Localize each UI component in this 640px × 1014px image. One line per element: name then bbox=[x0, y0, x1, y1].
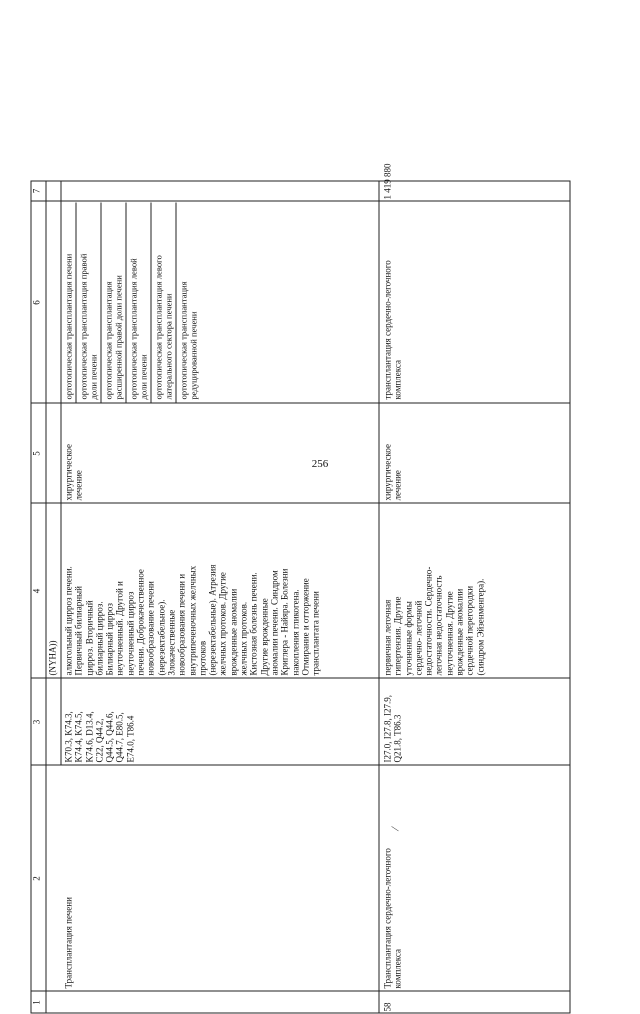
method-item: ортотопическая трансплантация левого латерального сектора печени bbox=[152, 203, 177, 403]
icd-codes: I27.0, I27.8, I27.9, Q21.8, T86.3 bbox=[382, 695, 403, 763]
column-number-3: 3 bbox=[31, 719, 42, 725]
treatment-type: хирургическое лечение bbox=[63, 444, 84, 501]
column-number-6: 6 bbox=[31, 300, 42, 305]
disease-description: алкогольный цирроз печени. Первичный билиарный цирроз. Вторичный билиарный цирроз. Билиарный цирроз неуточненный. Другой и неуточненный цирроз печени. Доброкачественное новообразование печени (нерезектабельное). Злокачественные новообразования печени и внутрипеченочных желчных протоков (нерезектабельные). Атрезия желчных протоков. Другие врожденные аномалии желчных протоков. Кистозная болезнь печени. Другие врожденные аномалии печени. Синдром Криглера - Найяра. Болезни накопления гликогена. Отмирание и отторжение трансплантата печени bbox=[63, 564, 321, 676]
method-list bbox=[62, 203, 201, 403]
column-divider bbox=[31, 991, 571, 992]
row-number: 58 bbox=[382, 1002, 393, 1012]
column-number-7: 7 bbox=[31, 188, 42, 194]
column-number-row bbox=[31, 181, 47, 1014]
method-item: ортотопическая трансплантация печени bbox=[62, 203, 77, 403]
intervention-name: Трансплантация сердечно-легочного комплекса bbox=[382, 848, 403, 989]
column-divider bbox=[31, 765, 571, 766]
method-item: ортотопическая трансплантация расширенной правой доли печени bbox=[102, 203, 127, 403]
rotated-table bbox=[31, 163, 571, 1014]
method-item: ортотопическая трансплантация левой доли печени bbox=[127, 203, 152, 403]
page-number: 256 bbox=[311, 458, 329, 470]
row-divider bbox=[379, 181, 380, 1014]
disease-description: первичная легочная гипертензия. Другие уточненные формы сердечно- легочной недостаточности. Сердечно- легочная недостаточность неуточненная. Другие врожденные аномалии сердечной перегородки (синдром Эйзенменгера). bbox=[382, 566, 486, 676]
method-item: ортотопическая трансплантация редуцированной печени bbox=[178, 281, 199, 400]
treatment-method: трансплантация сердечно-легочного комплекса bbox=[382, 260, 403, 400]
scan-mark: ⁄ bbox=[390, 827, 402, 830]
column-number-4: 4 bbox=[31, 588, 42, 594]
treatment-type: хирургическое лечение bbox=[382, 444, 403, 501]
continuation-cell: (NYHA)) bbox=[47, 640, 58, 676]
icd-codes: K70.3, K74.3, K74.4, K74.5, K74.6, D13.4, C22, Q44.2, Q44.5, Q44.6, Q44.7, E80.5, E74.0, T86.4 bbox=[63, 711, 136, 763]
intervention-name: Трансплантация печени bbox=[63, 897, 74, 989]
method-item: ортотопическая трансплантация правой доли печени bbox=[77, 203, 102, 403]
column-divider bbox=[31, 201, 571, 202]
funding-amount: 1 419 880 bbox=[382, 163, 393, 200]
column-number-5: 5 bbox=[31, 451, 42, 456]
column-divider bbox=[31, 403, 571, 404]
column-number-2: 2 bbox=[31, 876, 42, 881]
column-number-1: 1 bbox=[31, 1000, 42, 1005]
